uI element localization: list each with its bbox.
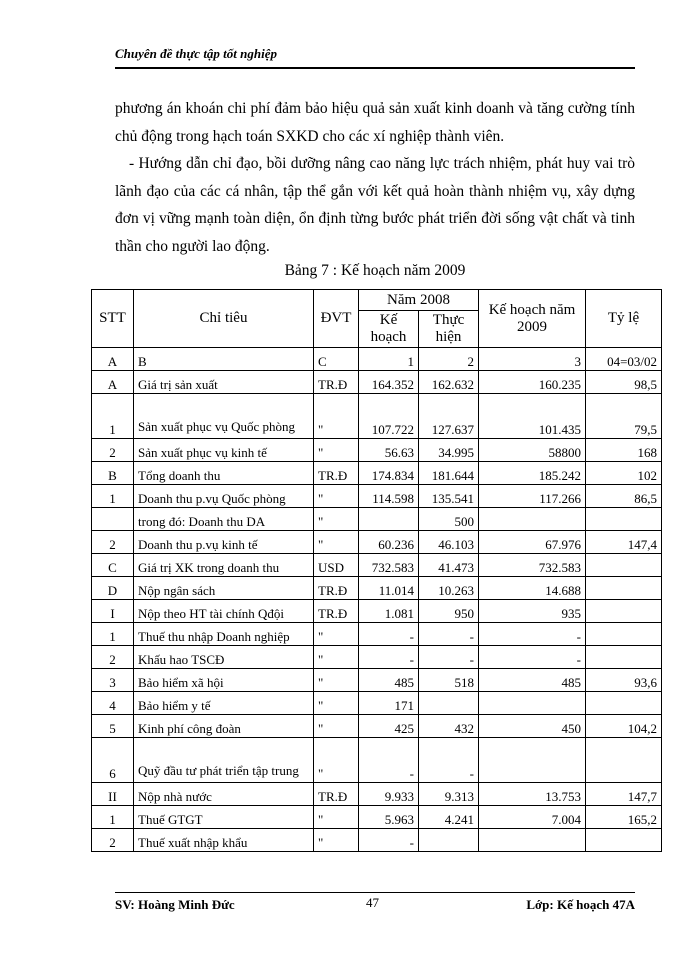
cell-stt: II: [92, 783, 134, 806]
header-thuc-hien: Thực hiện: [419, 311, 479, 348]
cell-chitieu: Nộp ngân sách: [134, 577, 314, 600]
cell-thuc-hien-2008: 9.313: [419, 783, 479, 806]
cell-chitieu: Thuế thu nhập Doanh nghiệp: [134, 623, 314, 646]
cell-ty-le: [586, 692, 662, 715]
cell-ke-hoach-2008: -: [359, 646, 419, 669]
cell-stt: [92, 508, 134, 531]
cell-chitieu: B: [134, 348, 314, 371]
cell-dvt: ": [314, 394, 359, 439]
cell-ke-hoach-2009: -: [479, 623, 586, 646]
cell-dvt: TR.Đ: [314, 600, 359, 623]
table-row: [92, 554, 662, 577]
cell-dvt: ": [314, 439, 359, 462]
cell-ke-hoach-2009: 732.583: [479, 554, 586, 577]
cell-chitieu: Doanh thu p.vụ kinh tế: [134, 531, 314, 554]
cell-ke-hoach-2009: [479, 829, 586, 852]
cell-chitieu: Quỹ đầu tư phát triển tập trung: [134, 738, 314, 783]
cell-ty-le: 165,2: [586, 806, 662, 829]
paragraph-2: - Hướng dẫn chỉ đạo, bồi dưỡng nâng cao năng lực trách nhiệm, phát huy vai trò lãnh đạo của các cá nhân, tập thể gắn với kết quả hoàn thành nhiệm vụ, xây dựng đơn vị vững mạnh toàn diện, ổn định từng bước phát triển đời sống vật chất và tinh thần cho người lao động.: [115, 155, 635, 255]
cell-ke-hoach-2008: 9.933: [359, 783, 419, 806]
header-stt: STT: [92, 290, 134, 348]
cell-ke-hoach-2008: 11.014: [359, 577, 419, 600]
cell-dvt: ": [314, 623, 359, 646]
cell-stt: A: [92, 348, 134, 371]
cell-stt: D: [92, 577, 134, 600]
cell-ty-le: [586, 554, 662, 577]
cell-dvt: USD: [314, 554, 359, 577]
table-row: [92, 439, 662, 462]
cell-stt: A: [92, 371, 134, 394]
table-row: [92, 715, 662, 738]
cell-chitieu: Nộp nhà nước: [134, 783, 314, 806]
cell-dvt: ": [314, 646, 359, 669]
table-row: [92, 783, 662, 806]
cell-dvt: C: [314, 348, 359, 371]
cell-ty-le: [586, 577, 662, 600]
cell-thuc-hien-2008: 500: [419, 508, 479, 531]
cell-stt: B: [92, 462, 134, 485]
cell-thuc-hien-2008: 950: [419, 600, 479, 623]
cell-chitieu: trong đó: Doanh thu DA: [134, 508, 314, 531]
cell-ke-hoach-2009: 7.004: [479, 806, 586, 829]
cell-ty-le: 147,7: [586, 783, 662, 806]
cell-dvt: ": [314, 531, 359, 554]
footer-student: SV: Hoàng Minh Đức: [115, 897, 235, 912]
cell-dvt: TR.Đ: [314, 577, 359, 600]
cell-ty-le: 102: [586, 462, 662, 485]
cell-ke-hoach-2008: 1.081: [359, 600, 419, 623]
cell-thuc-hien-2008: 4.241: [419, 806, 479, 829]
cell-ke-hoach-2008: -: [359, 829, 419, 852]
table-row: [92, 829, 662, 852]
cell-thuc-hien-2008: 34.995: [419, 439, 479, 462]
cell-ke-hoach-2009: [479, 508, 586, 531]
table-row: [92, 669, 662, 692]
cell-chitieu: Thuế xuất nhập khẩu: [134, 829, 314, 852]
footer-class: Lớp: Kế hoạch 47A: [526, 897, 635, 912]
cell-ty-le: [586, 600, 662, 623]
cell-dvt: ": [314, 692, 359, 715]
table-row: [92, 508, 662, 531]
cell-dvt: TR.Đ: [314, 371, 359, 394]
header-ty-le: Tỷ lệ: [586, 290, 662, 348]
table-row: [92, 738, 662, 783]
table-row: [92, 462, 662, 485]
cell-stt: C: [92, 554, 134, 577]
table-row: [92, 485, 662, 508]
cell-ke-hoach-2009: 117.266: [479, 485, 586, 508]
cell-ke-hoach-2008: 732.583: [359, 554, 419, 577]
cell-ty-le: 147,4: [586, 531, 662, 554]
cell-ty-le: [586, 646, 662, 669]
cell-ke-hoach-2009: [479, 738, 586, 783]
cell-thuc-hien-2008: 518: [419, 669, 479, 692]
table-row: [92, 371, 662, 394]
cell-ke-hoach-2009: 160.235: [479, 371, 586, 394]
cell-chitieu: Sản xuất phục vụ kinh tế: [134, 439, 314, 462]
cell-thuc-hien-2008: -: [419, 738, 479, 783]
table-caption: Bảng 7 : Kế hoạch năm 2009: [284, 262, 466, 279]
cell-ke-hoach-2008: 114.598: [359, 485, 419, 508]
table-row: [92, 577, 662, 600]
header-dvt: ĐVT: [314, 290, 359, 348]
cell-chitieu: Bảo hiểm xã hội: [134, 669, 314, 692]
header-nam-2008: Năm 2008: [359, 290, 479, 311]
cell-ke-hoach-2008: [359, 508, 419, 531]
cell-ke-hoach-2008: -: [359, 738, 419, 783]
cell-ke-hoach-2008: 485: [359, 669, 419, 692]
paragraph-1: phương án khoán chi phí đảm bảo hiệu quả sản xuất kinh doanh và tăng cường tính chủ động trong hạch toán SXKD cho các xí nghiệp thành viên.: [115, 100, 635, 145]
cell-ke-hoach-2008: 5.963: [359, 806, 419, 829]
cell-chitieu: Thuế GTGT: [134, 806, 314, 829]
cell-ty-le: 104,2: [586, 715, 662, 738]
cell-ke-hoach-2008: 107.722: [359, 394, 419, 439]
cell-dvt: ": [314, 669, 359, 692]
cell-ty-le: 86,5: [586, 485, 662, 508]
cell-ke-hoach-2008: -: [359, 623, 419, 646]
cell-chitieu: Giá trị sản xuất: [134, 371, 314, 394]
table-row: [92, 646, 662, 669]
table-row: [92, 531, 662, 554]
table-row: [92, 348, 662, 371]
cell-stt: I: [92, 600, 134, 623]
cell-thuc-hien-2008: -: [419, 623, 479, 646]
footer-divider: [115, 892, 635, 893]
cell-ke-hoach-2009: 3: [479, 348, 586, 371]
cell-stt: 3: [92, 669, 134, 692]
cell-ty-le: [586, 508, 662, 531]
cell-ty-le: 168: [586, 439, 662, 462]
table-row: [92, 806, 662, 829]
cell-ke-hoach-2009: 101.435: [479, 394, 586, 439]
table-row: [92, 600, 662, 623]
cell-stt: 1: [92, 485, 134, 508]
running-header: Chuyên đề thực tập tốt nghiệp: [115, 46, 277, 61]
cell-ty-le: [586, 623, 662, 646]
cell-dvt: TR.Đ: [314, 462, 359, 485]
cell-ke-hoach-2008: 56.63: [359, 439, 419, 462]
header-ke-hoach: Kế hoạch: [359, 311, 419, 348]
cell-dvt: ": [314, 485, 359, 508]
cell-chitieu: Nộp theo HT tài chính Qđội: [134, 600, 314, 623]
cell-stt: 1: [92, 623, 134, 646]
table-body: [92, 348, 662, 852]
table-row: [92, 623, 662, 646]
header-ke-hoach-2009: Kế hoạch năm 2009: [479, 290, 586, 348]
cell-thuc-hien-2008: 162.632: [419, 371, 479, 394]
cell-dvt: ": [314, 508, 359, 531]
cell-ty-le: 98,5: [586, 371, 662, 394]
cell-stt: 2: [92, 531, 134, 554]
cell-chitieu: Doanh thu p.vụ Quốc phòng: [134, 485, 314, 508]
cell-ke-hoach-2009: 13.753: [479, 783, 586, 806]
header-chitieu: Chỉ tiêu: [134, 290, 314, 348]
cell-stt: 2: [92, 439, 134, 462]
cell-ke-hoach-2008: 174.834: [359, 462, 419, 485]
cell-chitieu: Tổng doanh thu: [134, 462, 314, 485]
cell-dvt: ": [314, 738, 359, 783]
cell-thuc-hien-2008: 2: [419, 348, 479, 371]
cell-ty-le: 93,6: [586, 669, 662, 692]
cell-ke-hoach-2009: 58800: [479, 439, 586, 462]
cell-chitieu: Kinh phí công đoàn: [134, 715, 314, 738]
cell-stt: 2: [92, 829, 134, 852]
page-number: 47: [366, 895, 379, 910]
cell-thuc-hien-2008: 41.473: [419, 554, 479, 577]
cell-stt: 4: [92, 692, 134, 715]
cell-ke-hoach-2008: 1: [359, 348, 419, 371]
cell-thuc-hien-2008: [419, 692, 479, 715]
cell-ke-hoach-2008: 171: [359, 692, 419, 715]
cell-chitieu: Giá trị XK trong doanh thu: [134, 554, 314, 577]
cell-dvt: ": [314, 806, 359, 829]
table-row: [92, 692, 662, 715]
cell-stt: 2: [92, 646, 134, 669]
cell-ke-hoach-2009: 14.688: [479, 577, 586, 600]
cell-ke-hoach-2008: 164.352: [359, 371, 419, 394]
cell-chitieu: Sản xuất phục vụ Quốc phòng: [134, 394, 314, 439]
cell-stt: 1: [92, 394, 134, 439]
plan-table: [91, 289, 662, 852]
cell-dvt: TR.Đ: [314, 783, 359, 806]
cell-ke-hoach-2009: 67.976: [479, 531, 586, 554]
cell-ke-hoach-2008: 60.236: [359, 531, 419, 554]
cell-stt: 5: [92, 715, 134, 738]
cell-ke-hoach-2009: 485: [479, 669, 586, 692]
cell-ty-le: [586, 738, 662, 783]
cell-chitieu: Khấu hao TSCĐ: [134, 646, 314, 669]
cell-ke-hoach-2008: 425: [359, 715, 419, 738]
cell-ke-hoach-2009: [479, 692, 586, 715]
cell-ke-hoach-2009: -: [479, 646, 586, 669]
cell-ty-le: [586, 829, 662, 852]
cell-stt: 1: [92, 806, 134, 829]
cell-thuc-hien-2008: 432: [419, 715, 479, 738]
cell-thuc-hien-2008: [419, 829, 479, 852]
cell-thuc-hien-2008: 181.644: [419, 462, 479, 485]
cell-dvt: ": [314, 715, 359, 738]
cell-thuc-hien-2008: -: [419, 646, 479, 669]
cell-ke-hoach-2009: 185.242: [479, 462, 586, 485]
cell-thuc-hien-2008: 135.541: [419, 485, 479, 508]
cell-dvt: ": [314, 829, 359, 852]
cell-thuc-hien-2008: 46.103: [419, 531, 479, 554]
cell-ty-le: 79,5: [586, 394, 662, 439]
cell-chitieu: Bảo hiểm y tế: [134, 692, 314, 715]
cell-thuc-hien-2008: 10.263: [419, 577, 479, 600]
table-row: [92, 394, 662, 439]
header-divider: [115, 67, 635, 69]
cell-ke-hoach-2009: 450: [479, 715, 586, 738]
cell-ke-hoach-2009: 935: [479, 600, 586, 623]
cell-thuc-hien-2008: 127.637: [419, 394, 479, 439]
cell-stt: 6: [92, 738, 134, 783]
cell-ty-le: 04=03/02: [586, 348, 662, 371]
